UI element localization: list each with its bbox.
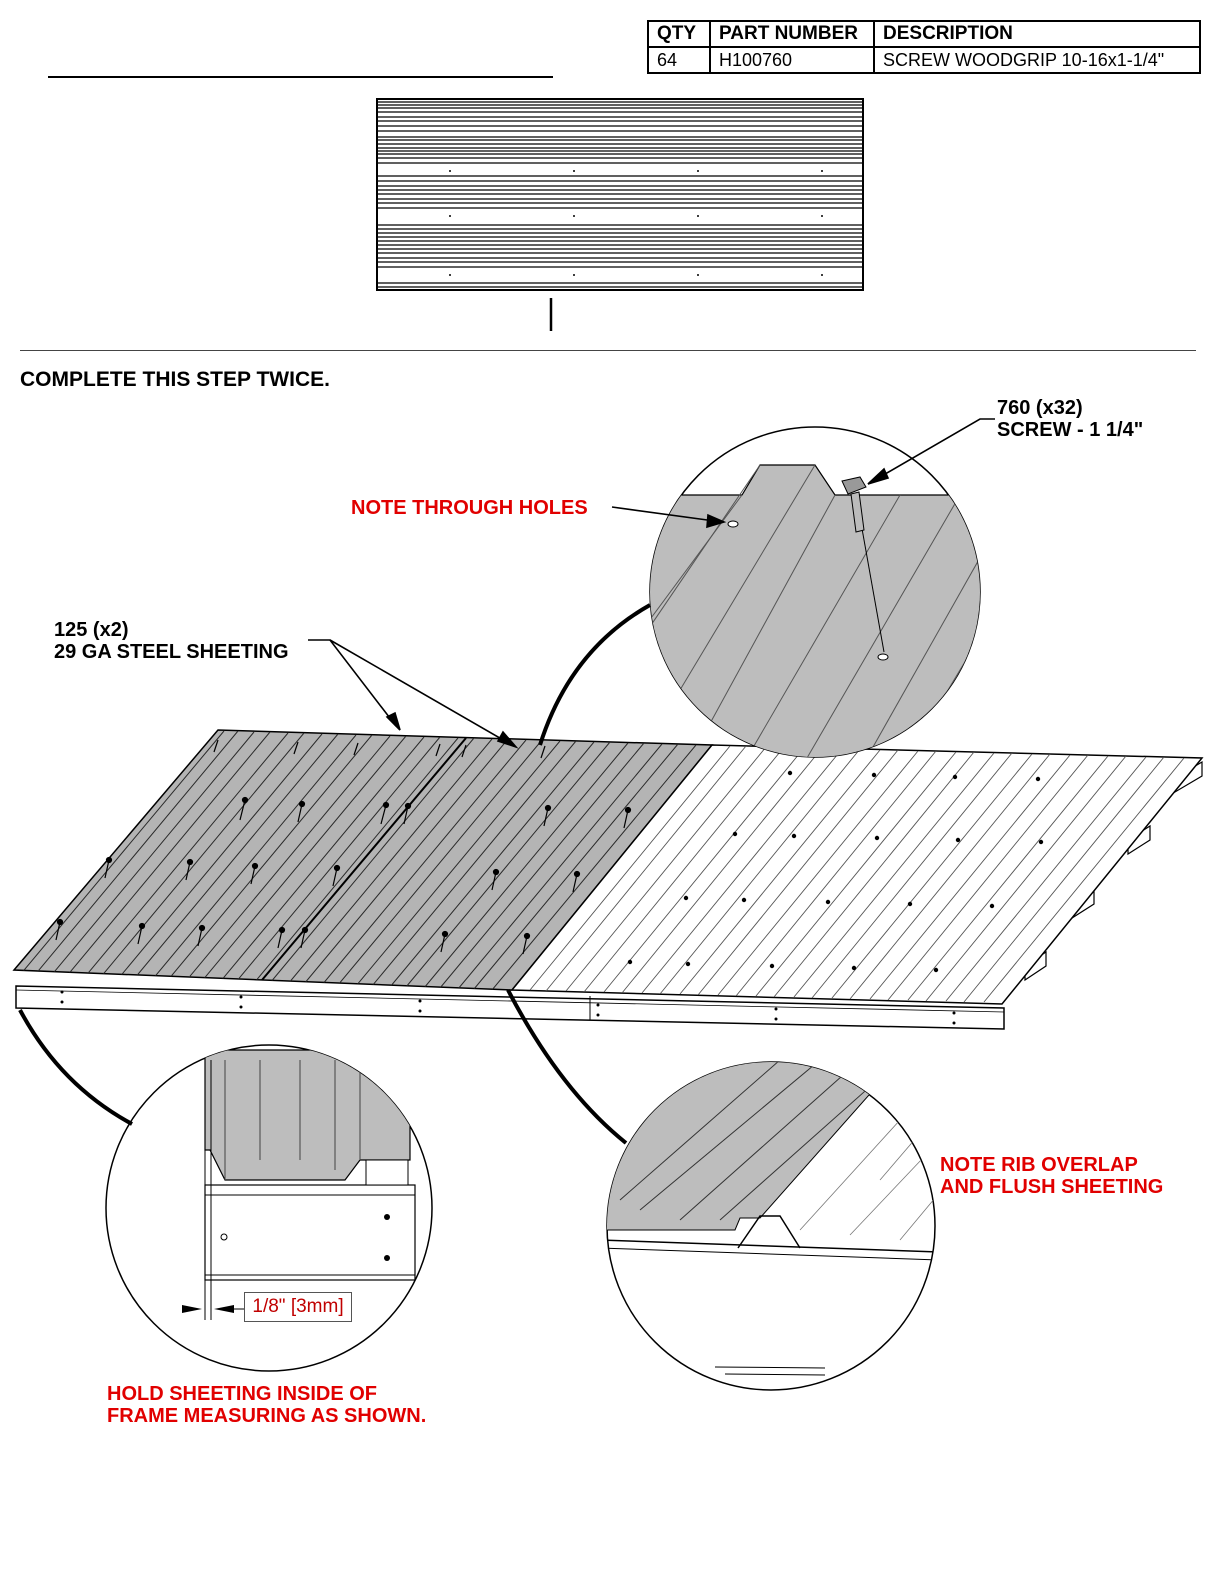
note-rib-overlap-line1: NOTE RIB OVERLAP (940, 1154, 1138, 1176)
detail-circle-screw (540, 427, 990, 770)
cell-part-number: H100760 (710, 47, 874, 73)
note-hold-sheeting-line2: FRAME MEASURING AS SHOWN. (107, 1405, 427, 1427)
note-rib-overlap (940, 1154, 1163, 1198)
callout-screw-qty: 760 (x32) (997, 397, 1083, 419)
dimension-label: 1/8" [3mm] (244, 1292, 352, 1322)
callout-screw-desc: SCREW - 1 1/4" (997, 419, 1144, 441)
note-rib-overlap-line2: AND FLUSH SHEETING (940, 1176, 1164, 1198)
sheeting-panel-preview (377, 99, 863, 331)
step-instruction: COMPLETE THIS STEP TWICE. (20, 368, 330, 391)
detail-circle-frame (20, 1010, 432, 1371)
callout-sheeting (54, 619, 289, 663)
note-hold-sheeting-line1: HOLD SHEETING INSIDE OF (107, 1383, 378, 1405)
note-hold-sheeting (107, 1383, 426, 1427)
roof-assembly (14, 730, 1202, 1029)
callout-screw (997, 397, 1143, 441)
header-qty: QTY (648, 21, 710, 47)
detail-circle-overlap (508, 990, 950, 1390)
callout-sheeting-desc: 29 GA STEEL SHEETING (54, 641, 289, 663)
cell-qty: 64 (648, 47, 710, 73)
cell-description: SCREW WOODGRIP 10-16x1-1/4" (874, 47, 1200, 73)
header-description: DESCRIPTION (874, 21, 1200, 47)
callout-sheeting-qty: 125 (x2) (54, 619, 129, 641)
note-through-holes: NOTE THROUGH HOLES (351, 497, 588, 519)
header-part-number: PART NUMBER (710, 21, 874, 47)
